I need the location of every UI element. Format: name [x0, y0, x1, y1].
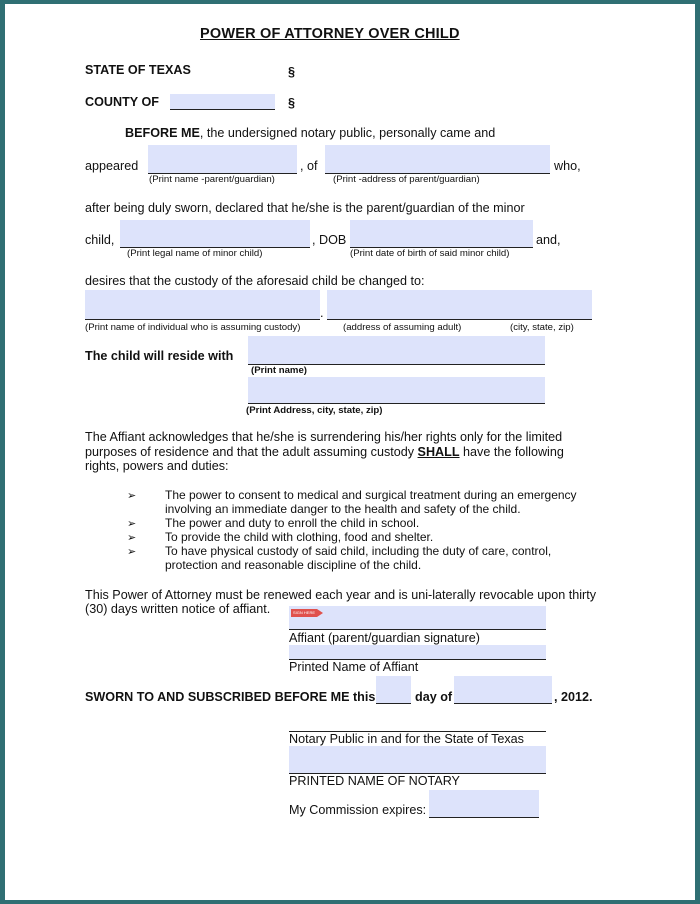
bullet-text: involving an immediate danger to the health and safety of the child.	[165, 502, 521, 516]
child-name-caption: (Print legal name of minor child)	[127, 248, 263, 259]
renewal-line1: This Power of Attorney must be renewed each year and is uni-laterally revocable upon thirty	[85, 588, 597, 602]
commission-label: My Commission expires:	[289, 803, 427, 817]
reside-address-field[interactable]	[248, 377, 545, 404]
affiant-para-line2	[85, 445, 564, 459]
parent-name-caption: (Print name -parent/guardian)	[149, 174, 275, 185]
child-name-field[interactable]	[120, 220, 310, 248]
notary-public-label: Notary Public in and for the State of Texas	[289, 732, 524, 746]
bullet-text: The power and duty to enroll the child in school.	[165, 516, 420, 530]
child-dob-field[interactable]	[350, 220, 533, 248]
notary-printed-name-field[interactable]	[289, 746, 546, 774]
affiant-printed-name-field[interactable]	[289, 645, 546, 660]
custodian-name-caption: (Print name of individual who is assuming custody)	[85, 322, 301, 333]
document-title: POWER OF ATTORNEY OVER CHILD	[200, 26, 460, 42]
dob-label: , DOB	[312, 233, 347, 247]
separator-dot: .	[320, 306, 324, 320]
custodian-address-caption: (address of assuming adult)	[343, 322, 462, 333]
custodian-address-field[interactable]	[327, 290, 592, 320]
affiant-para-text: have the following	[459, 445, 564, 459]
reside-label: The child will reside with	[85, 349, 234, 363]
custodian-city-caption: (city, state, zip)	[510, 322, 574, 333]
reside-address-caption: (Print Address, city, state, zip)	[246, 405, 383, 416]
day-of-label: day of	[415, 690, 453, 704]
and-label: and,	[536, 233, 561, 247]
bullet-text: To provide the child with clothing, food and shelter.	[165, 530, 434, 544]
sworn-label: SWORN TO AND SUBSCRIBED BEFORE ME this	[85, 690, 376, 704]
commission-expires-field[interactable]	[429, 790, 539, 818]
affiant-signature-label: Affiant (parent/guardian signature)	[289, 631, 480, 645]
affiant-para-line3: rights, powers and duties:	[85, 459, 229, 473]
shall-emphasis: SHALL	[417, 445, 460, 459]
affiant-para-line1: The Affiant acknowledges that he/she is surrendering his/her rights only for the limited	[85, 430, 563, 444]
para1-line	[125, 126, 495, 140]
parent-address-caption: (Print -address of parent/guardian)	[333, 174, 480, 185]
bullet-arrow-icon: ➢	[127, 490, 137, 502]
document-page	[5, 4, 695, 900]
parent-address-field[interactable]	[325, 145, 550, 174]
affiant-printed-name-label: Printed Name of Affiant	[289, 660, 419, 674]
bullet-text: The power to consent to medical and surgical treatment during an emergency	[165, 488, 577, 502]
affiant-para-text: purposes of residence and that the adult assuming custody	[85, 445, 418, 459]
renewal-line2: (30) days written notice of affiant.	[85, 602, 271, 616]
para1-text: , the undersigned notary public, personally came and	[199, 126, 496, 140]
custodian-name-field[interactable]	[85, 290, 320, 320]
county-field[interactable]	[170, 94, 275, 110]
reside-name-field[interactable]	[248, 336, 545, 365]
sign-here-tag: SIGN HERE	[293, 610, 316, 615]
parent-name-field[interactable]	[148, 145, 297, 174]
appeared-label: appeared	[85, 159, 139, 173]
sworn-day-field[interactable]	[376, 676, 411, 704]
bullet-arrow-icon: ➢	[127, 518, 137, 530]
state-label: STATE OF TEXAS	[85, 63, 191, 77]
who-label: who,	[554, 159, 581, 173]
bullet-arrow-icon: ➢	[127, 532, 137, 544]
comma-of-label: , of	[300, 159, 318, 173]
affiant-signature-field[interactable]	[289, 606, 546, 630]
child-label: child,	[85, 233, 115, 247]
notary-printed-name-label: PRINTED NAME OF NOTARY	[289, 774, 460, 788]
sworn-year-label: , 2012.	[554, 690, 593, 704]
bullet-arrow-icon: ➢	[127, 546, 137, 558]
bullet-text: To have physical custody of said child, including the duty of care, control,	[165, 544, 552, 558]
child-dob-caption: (Print date of birth of said minor child)	[350, 248, 510, 259]
reside-name-caption: (Print name)	[251, 365, 307, 376]
para3-line1: desires that the custody of the aforesaid child be changed to:	[85, 274, 425, 288]
before-me-label: BEFORE ME	[125, 126, 200, 140]
para2-line1: after being duly sworn, declared that he/she is the parent/guardian of the minor	[85, 201, 525, 215]
sworn-month-field[interactable]	[454, 676, 552, 704]
bullet-text: protection and reasonable discipline of the child.	[165, 558, 422, 572]
section-mark: §	[288, 65, 296, 79]
section-mark: §	[288, 96, 296, 110]
county-label: COUNTY OF	[85, 95, 159, 109]
